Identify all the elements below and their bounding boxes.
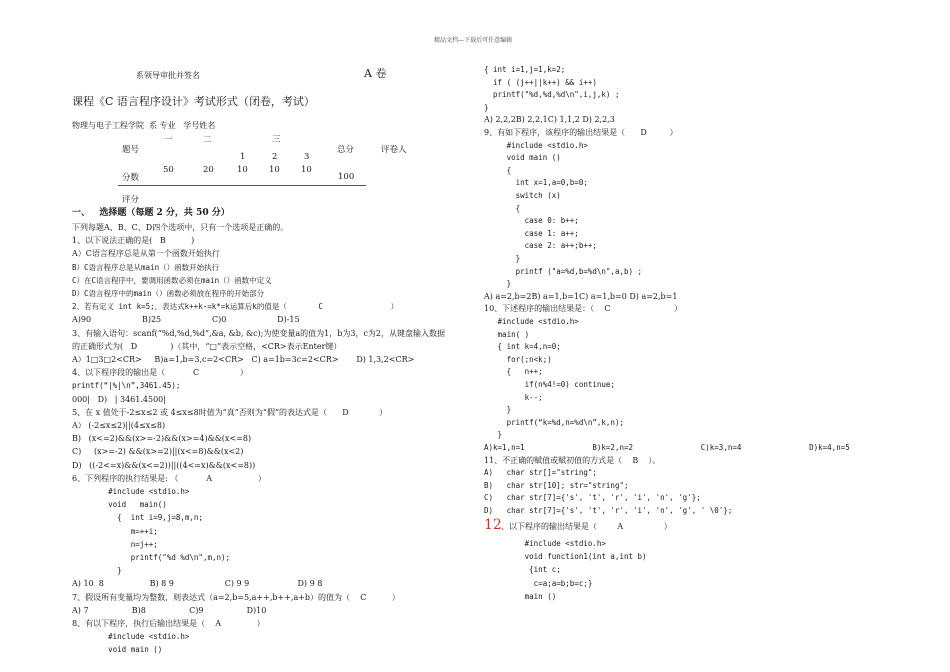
right-line: #include <stdio.h> bbox=[484, 140, 588, 150]
left-line: 8、有以下程序，执行后输出结果是（ A ） bbox=[72, 619, 265, 628]
right-tail-line: #include <stdio.h> bbox=[484, 539, 606, 548]
table-sub-3: 3 bbox=[304, 152, 310, 162]
right-tail-line: void function1(int a,int b) bbox=[484, 552, 647, 562]
table-rule bbox=[118, 185, 366, 186]
table-q-label: 题号 bbox=[122, 145, 140, 155]
left-line: 7、假设所有变量均为整数，则表达式（a=2,b=5,a++,b++,a+b）的值为（ C ） bbox=[72, 592, 400, 602]
left-line: 下列每题A、B、C、D四个选项中，只有一个选项是正确的。 bbox=[72, 223, 289, 232]
right-line: } bbox=[484, 430, 503, 440]
header-note: 精品文档---下载后可任意编辑 bbox=[434, 37, 513, 44]
table-roman-2: 二 bbox=[203, 135, 212, 145]
left-line: void main() bbox=[72, 500, 167, 510]
left-line: A） (-2≤x≤2)||(4≤x≤8) bbox=[72, 421, 166, 430]
right-line: D) char str[7]={'s', 't', 'r', 'i', 'n', 'g', ' \0'}; bbox=[484, 506, 733, 515]
right-line: C) char str[7]={'s', 't', 'r', 'i', 'n', 'g'}; bbox=[484, 493, 701, 503]
left-line: A) 7 B)8 C)9 D)10 bbox=[72, 605, 267, 615]
left-line: B) (x<=2)&&(x>=-2)&&(x>=4)&&(x<=8) bbox=[72, 434, 252, 444]
left-line: 1、以下说法正确的是( B ) bbox=[72, 236, 195, 246]
left-line: printf("%d %d\n",m,n); bbox=[72, 553, 231, 562]
school-line: 物理与电子工程学院 系 专业 学号姓名 bbox=[72, 121, 216, 130]
left-line: #include <stdio.h> bbox=[72, 487, 190, 496]
right-line: case 1: a++; bbox=[484, 228, 579, 238]
table-score-4: 10 bbox=[269, 165, 280, 175]
left-line: D）C语言程序中的main（）函数必须放在程序的开始部分 bbox=[72, 289, 265, 298]
right-line: A) 2,2,2B) 2,2,1C) 1,1,2 D) 2,2,3 bbox=[484, 115, 615, 125]
table-score-label: 分数 bbox=[122, 173, 140, 183]
right-line: case 0: b++; bbox=[484, 216, 579, 226]
table-total-label: 总分 bbox=[337, 145, 355, 155]
approval-label: 系领导审批并签名 bbox=[136, 71, 200, 80]
left-line: m=++i; bbox=[72, 526, 158, 536]
right-line: for(;n<k;) bbox=[484, 354, 552, 364]
right-line: printf ("a=%d,b=%d\n",a,b) ; bbox=[484, 266, 643, 276]
right-line: { int i=1,j=1,k=2; bbox=[484, 65, 566, 74]
right-line: { bbox=[484, 203, 521, 213]
left-line: A)90 B)25 C)0 D)-15 bbox=[72, 315, 300, 325]
right-line: case 2: a++;b++; bbox=[484, 241, 597, 251]
right-line: if ( (j++||k++) && i++) bbox=[484, 77, 597, 87]
table-sub-1: 1 bbox=[240, 152, 246, 162]
right-line: int x=1,a=0,b=0; bbox=[484, 178, 588, 188]
table-total-value: 100 bbox=[338, 172, 355, 182]
right-line: 11、不正确的赋值或赋初值的方式是（ B ）。 bbox=[484, 455, 661, 465]
right-line: void main () bbox=[484, 153, 561, 163]
right-tail-line: main () bbox=[484, 591, 557, 601]
left-line: 6、下列程序的执行结果是: （ A ） bbox=[72, 473, 266, 483]
left-line: D) ((-2<=x)&&(x<=2))||((4<=x)&&(x<=8)) bbox=[72, 460, 256, 470]
left-line: A）C语言程序总是从第一个函数开始执行 bbox=[72, 249, 220, 259]
right-tail-line: {int c; bbox=[484, 565, 561, 575]
left-line: A）1□3□2<CR> B)a=1,b=3,c=2<CR> C) a=1b=3c=2<CR> D) 1,3,2<CR> bbox=[72, 355, 415, 364]
left-line: C）在C语言程序中，要调用函数必须在main（）函数中定义 bbox=[72, 275, 272, 285]
left-line: 4、以下程序段的输出是（ C ） bbox=[72, 368, 248, 378]
right-line: } bbox=[484, 405, 512, 415]
right-line: 10、下述程序的输出结果是：（ C ） bbox=[484, 304, 683, 314]
q12-text: 、以下程序的输出结果是（ A ） bbox=[501, 522, 672, 531]
left-line: #include <stdio.h> bbox=[72, 632, 190, 642]
left-line: 5、在 x 值处于-2≤x≤2 或 4≤x≤8时值为“真”否则为“假”的表达式是（ D ） bbox=[72, 407, 388, 417]
right-line: { bbox=[484, 165, 512, 175]
table-rating-label: 评分 bbox=[122, 195, 140, 205]
table-score-1: 50 bbox=[163, 165, 174, 175]
left-line: void main () bbox=[72, 645, 163, 655]
right-line: #include <stdio.h> bbox=[484, 317, 579, 326]
left-line: 2、若有定义 int k=5;，表达式k++k-=k*=k运算后k的值是（ C ） bbox=[72, 302, 399, 312]
left-line: } bbox=[72, 566, 122, 576]
left-line: { int i=9,j=8,m,n; bbox=[72, 513, 203, 523]
left-line: A) 10 8 B) 8 9 C) 9 9 D) 9 8 bbox=[72, 579, 323, 589]
paper-label: A 卷 bbox=[364, 67, 387, 80]
table-sub-2: 2 bbox=[272, 152, 278, 162]
left-line: B）C语言程序总是从main（）函数开始执行 bbox=[72, 262, 220, 272]
table-roman-3: 三 bbox=[272, 135, 281, 145]
right-line: printf(“k=%d,n=%d\n”,k,n); bbox=[484, 417, 624, 427]
right-line: switch (x) bbox=[484, 191, 561, 200]
left-line: 的正确形式为( D )（其中，“□”表示空格，<CR>表示Enter键） bbox=[72, 341, 342, 351]
table-score-2: 20 bbox=[203, 165, 214, 175]
right-line: A)k=1,n=1 B)k=2,n=2 C)k=3,n=4 D)k=4,n=5 bbox=[484, 443, 850, 452]
table-score-3: 10 bbox=[237, 165, 248, 175]
right-line: A) char str[]="string"; bbox=[484, 468, 597, 478]
left-line: printf(“|%|\n”,3461.45); bbox=[72, 381, 181, 391]
right-line: { int k=4,n=0; bbox=[484, 342, 561, 352]
right-line: k--; bbox=[484, 392, 543, 402]
right-line: } bbox=[484, 102, 489, 112]
left-line: 000| D) | 3461.4500| bbox=[72, 394, 166, 404]
right-tail-line: c=a;a=b;b=c;} bbox=[484, 578, 593, 588]
course-title: 课程《C 语言程序设计》考试形式（闭卷，考试） bbox=[72, 95, 315, 108]
right-line: B) char str[10]; str="string"; bbox=[484, 480, 629, 490]
right-line: } bbox=[484, 279, 512, 289]
table-grader-label: 评卷人 bbox=[381, 145, 407, 155]
left-line: 3、有输入语句：scanf(“%d,%d,%d”,&a, &b, &c);为使变量a的值为1，b为3，c为2，从键盘输入数据 bbox=[72, 328, 446, 338]
right-line: { n++; bbox=[484, 367, 543, 377]
right-line: if(n%4!=0) continue; bbox=[484, 380, 615, 389]
table-score-5: 10 bbox=[301, 165, 312, 175]
right-line: } bbox=[484, 254, 521, 263]
right-line: main( ) bbox=[484, 329, 530, 339]
q12-number: 12 bbox=[484, 517, 502, 533]
right-line: 9、有如下程序，该程序的输出结果是（ D ） bbox=[484, 128, 678, 137]
left-line: n=j++; bbox=[72, 539, 158, 549]
right-line: A) a=2,b=2B) a=1,b=1C) a=1,b=0 D) a=2,b=1 bbox=[484, 291, 678, 301]
left-line: C) (x>=-2) &&(x>=2)||(x<=8)&&(x<2) bbox=[72, 447, 244, 457]
table-roman-1: 一 bbox=[164, 135, 173, 145]
right-line: printf("%d,%d,%d\n",i,j,k) ; bbox=[484, 90, 620, 100]
section-title: 一、 选择题（每题 2 分，共 50 分） bbox=[72, 208, 230, 218]
